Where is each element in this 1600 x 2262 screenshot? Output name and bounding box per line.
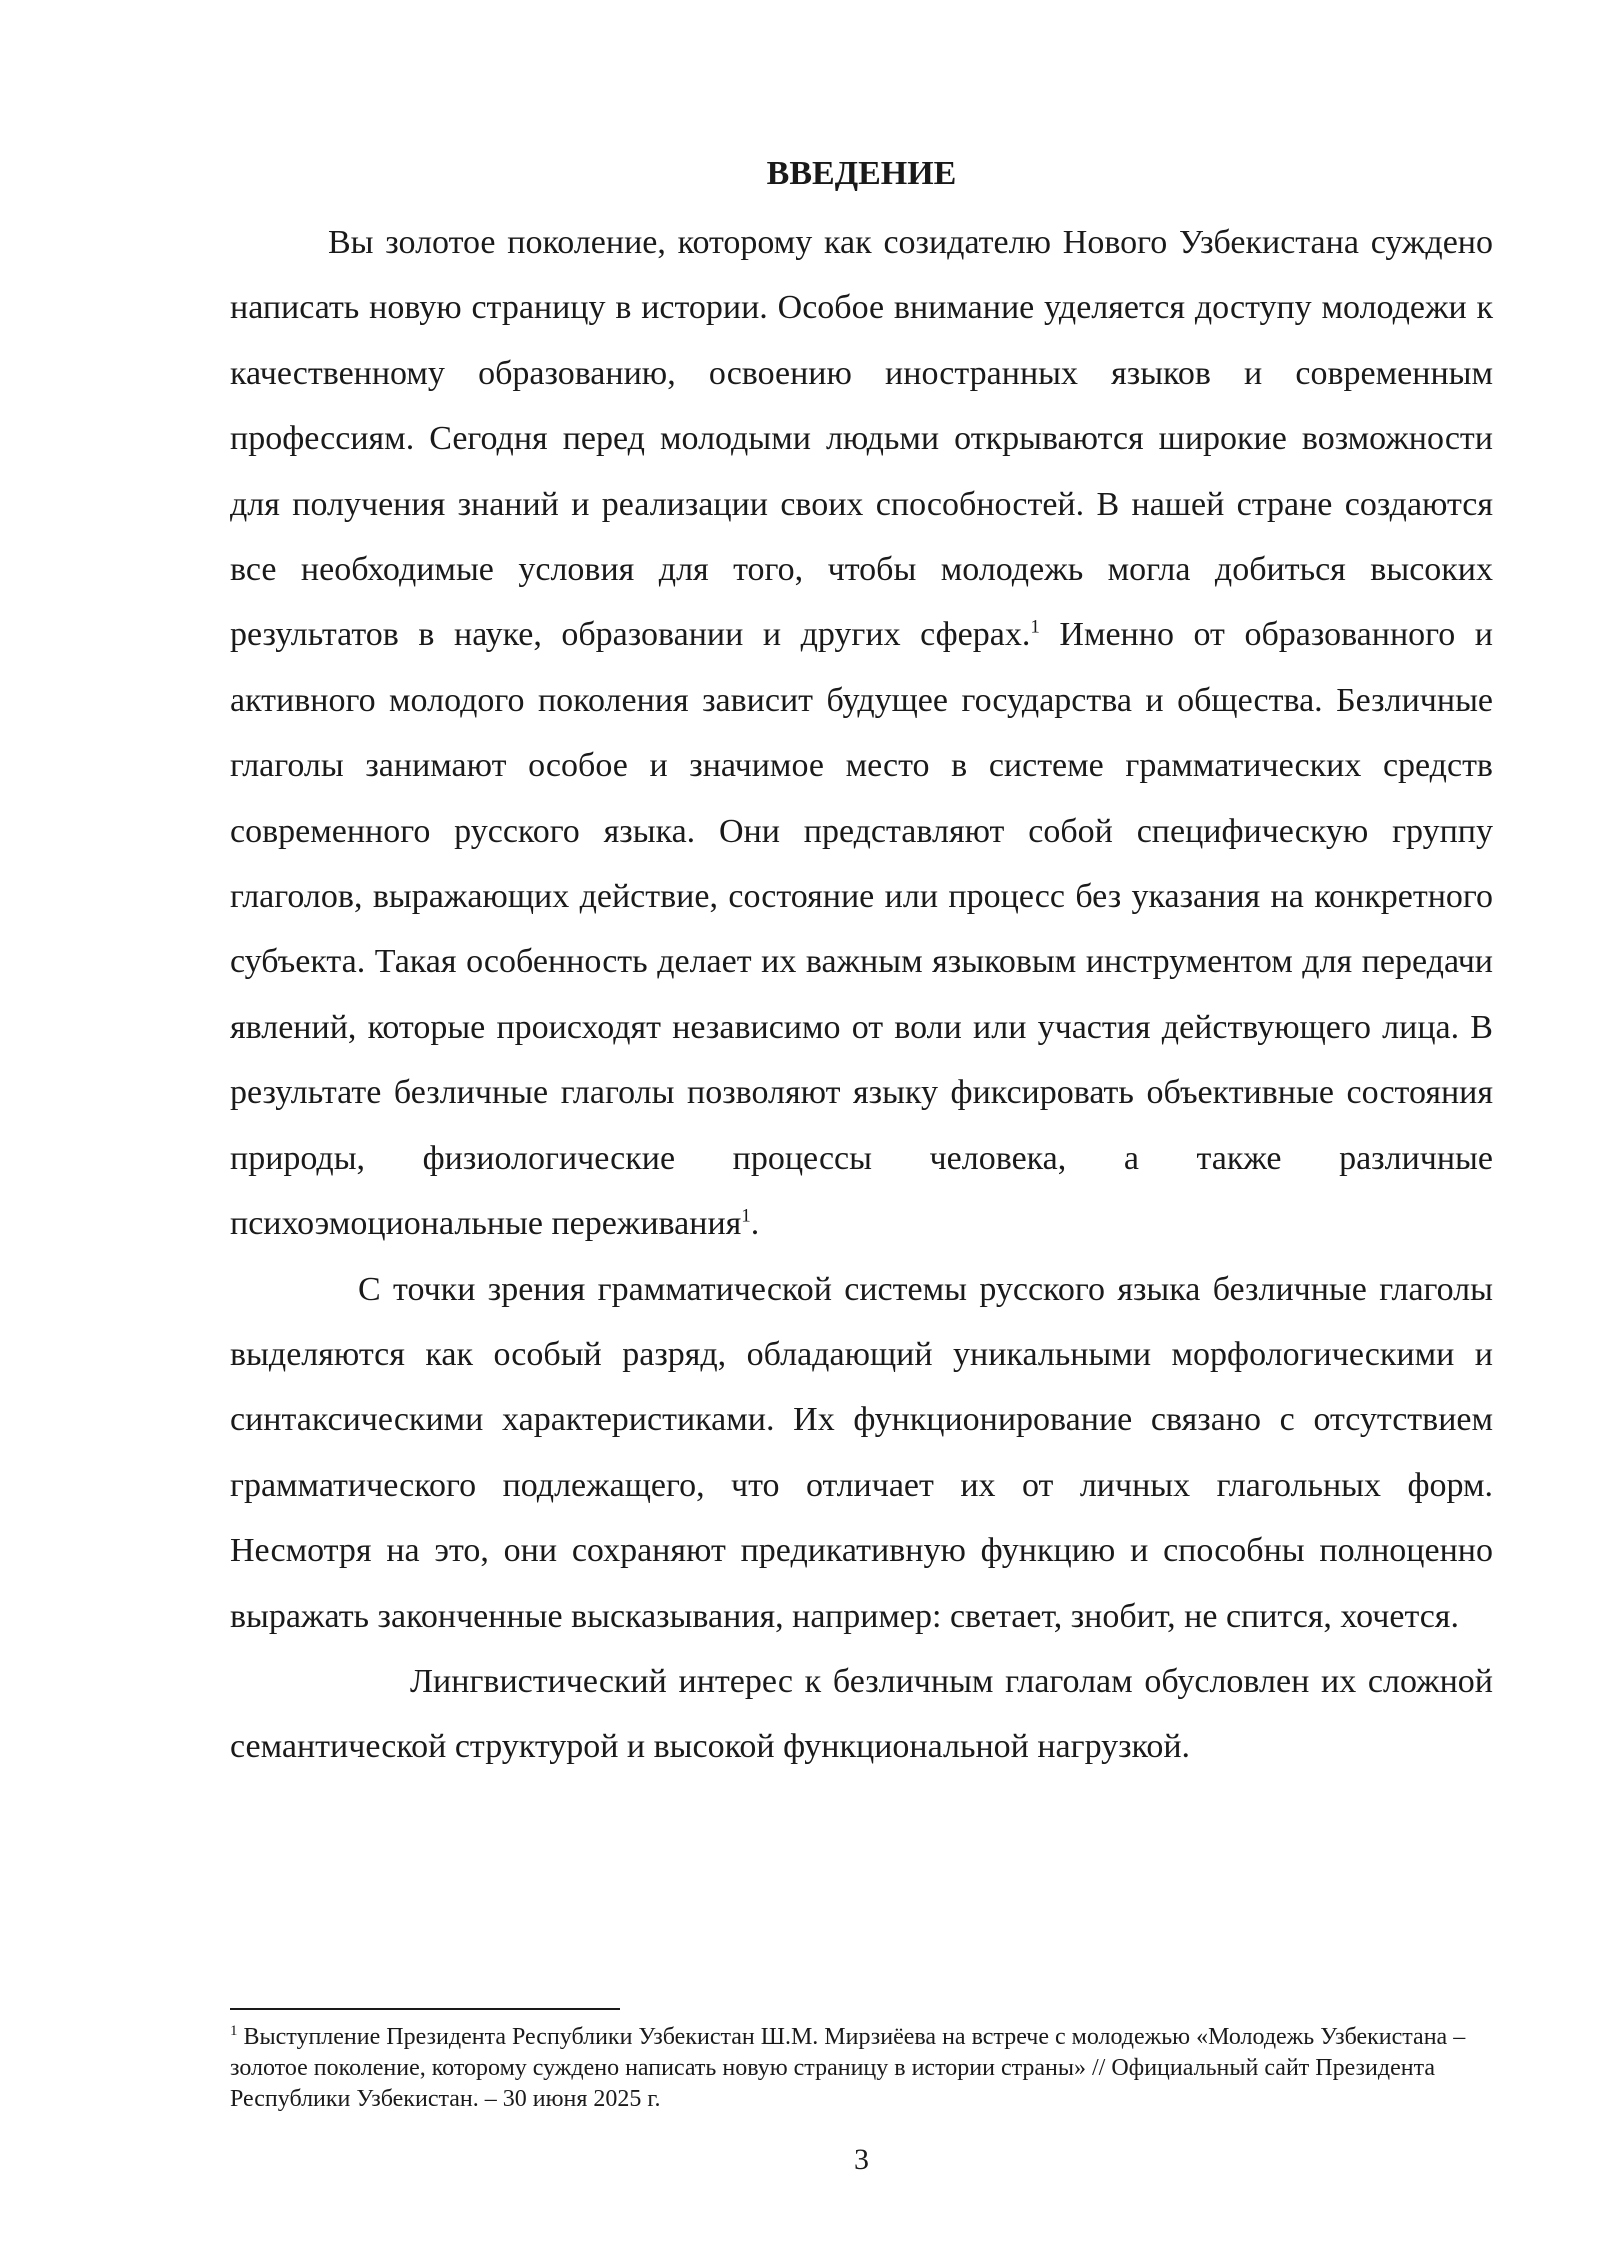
footnote-reference[interactable]: 1 <box>1030 617 1040 639</box>
paragraph-1-part-3: . <box>750 1205 760 1243</box>
footnote-reference[interactable]: 1 <box>741 1205 751 1227</box>
footnote-text: Выступление Президента Республики Узбекистан Ш.М. Мирзиёева на встрече с молодежью «Молодежь Узбекистана – золотое поколение, которому суждено написать новую страницу в истории страны» // Официальный сайт Президента Республики Узбекистан. – 30 июня 2025 г. <box>230 2024 1466 2112</box>
page-number: 3 <box>854 2143 869 2176</box>
page-title: ВВЕДЕНИЕ <box>766 155 957 192</box>
paragraph-1 <box>230 210 1493 1257</box>
footnote-separator <box>230 2008 620 2010</box>
document-body <box>230 210 1493 1780</box>
paragraph-1-part-1: Вы золотое поколение, которому как созидателю Нового Узбекистана суждено написать новую страницу в истории. Особое внимание уделяется доступу молодежи к качественному образованию, освоению иностранных языков и современным профессиям. Сегодня перед молодыми людьми открываются широкие возможности для получения знаний и реализации своих способностей. В нашей стране создаются все необходимые условия для того, чтобы молодежь могла добиться высоких результатов в науке, образовании и других сферах. <box>230 224 1493 654</box>
paragraph-2: С точки зрения грамматической системы русского языка безличные глаголы выделяются как особый разряд, обладающий уникальными морфологическими и синтаксическими характеристиками. Их функционирование связано с отсутствием грамматического подлежащего, что отличает их от личных глагольных форм. Несмотря на это, они сохраняют предикативную функцию и способны полноценно выражать законченные высказывания, например: светает, знобит, не спится, хочется. <box>230 1270 1493 1635</box>
footnote-marker: 1 <box>230 2023 238 2039</box>
paragraph-1-part-2: Именно от образованного и активного молодого поколения зависит будущее государства и общества. Безличные глаголы занимают особое и значимое место в системе грамматических средств современного русского языка. Они представляют собой специфическую группу глаголов, выражающих действие, состояние или процесс без указания на конкретного субъекта. Такая особенность делает их важным языковым инструментом для передачи явлений, которые происходят независимо от воли или участия действующего лица. В результате безличные глаголы позволяют языку фиксировать объективные состояния природы, физиологические процессы человека, а также различные психоэмоциональные переживания <box>230 616 1494 1243</box>
paragraph-3: Лингвистический интерес к безличным глаголам обусловлен их сложной семантической структурой и высокой функциональной нагрузкой. <box>230 1662 1493 1766</box>
footnote <box>230 2022 1493 2115</box>
